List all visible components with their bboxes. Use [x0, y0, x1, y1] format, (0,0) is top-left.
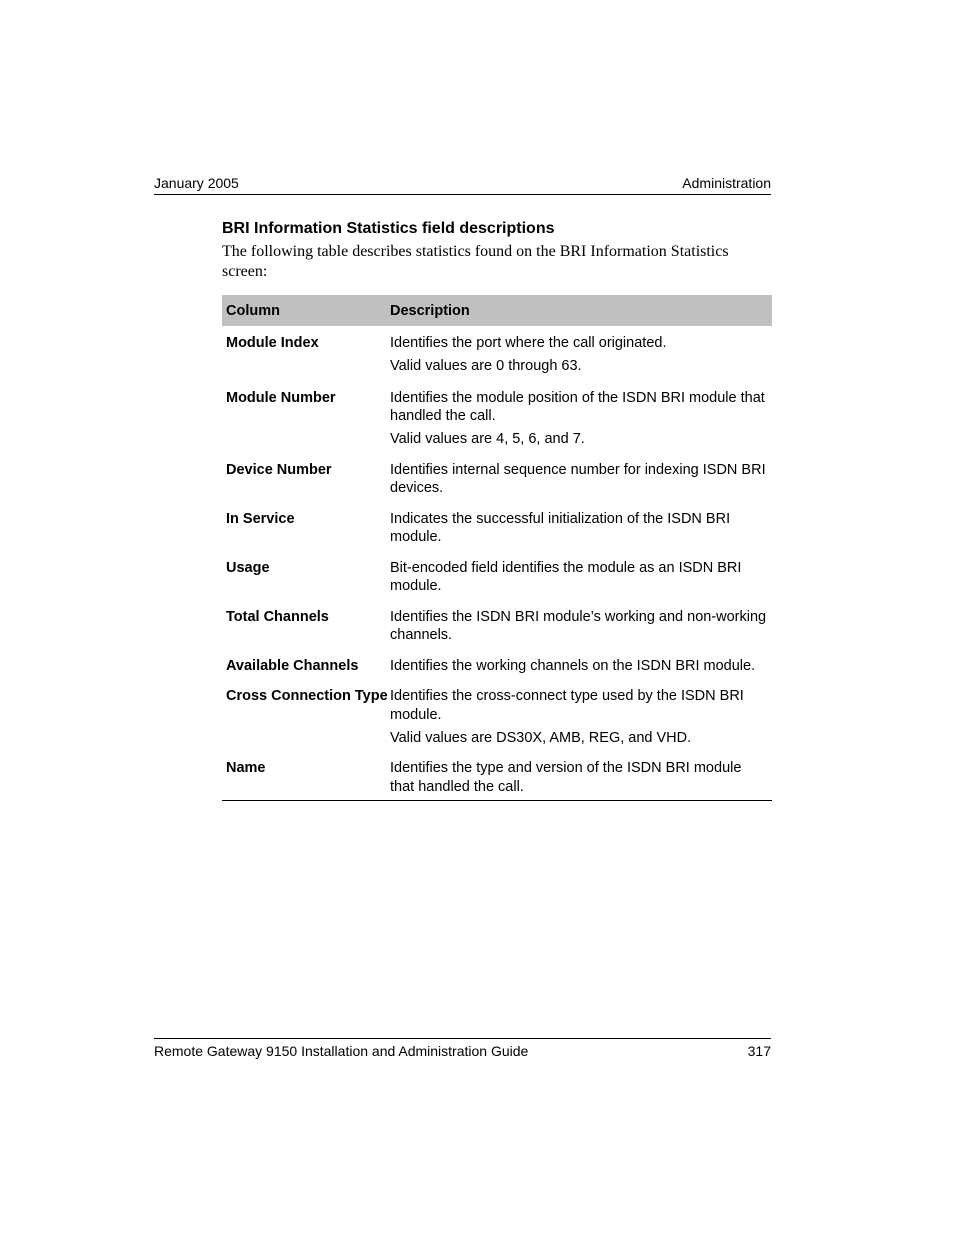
- section-title: BRI Information Statistics field descriptions: [222, 220, 555, 237]
- description-text: Identifies the cross-connect type used by the ISDN BRI module.: [390, 688, 744, 723]
- description-text: Valid values are 0 through 63.: [390, 358, 582, 374]
- description-text: Identifies the module position of the ISDN BRI module that handled the call.: [390, 389, 765, 424]
- description-text: Identifies internal sequence number for indexing ISDN BRI devices.: [390, 461, 766, 496]
- description-text: Indicates the successful initialization of the ISDN BRI module.: [390, 510, 731, 545]
- column-header-description: Description: [390, 302, 470, 319]
- table-row: [222, 510, 772, 547]
- row-description: [390, 608, 772, 645]
- table-row: [222, 759, 772, 800]
- row-field-name: Usage: [226, 559, 270, 576]
- description-text: Identifies the type and version of the ISDN BRI module that handled the call.: [390, 760, 742, 795]
- intro-paragraph: The following table describes statistics found on the BRI Information Statistics screen:: [222, 243, 729, 280]
- row-field-name: Module Index: [226, 335, 319, 351]
- page-footer: [154, 1038, 771, 1059]
- row-field-name: Module Number: [226, 389, 336, 406]
- column-header-column: Column: [226, 302, 280, 319]
- row-description: [390, 687, 772, 747]
- row-field-name: Device Number: [226, 461, 332, 478]
- table-row: [222, 657, 772, 676]
- header-date: January 2005: [154, 175, 239, 191]
- page-number: 317: [747, 1043, 771, 1059]
- row-description: [390, 461, 772, 498]
- page-header: [154, 175, 771, 195]
- description-text: Identifies the ISDN BRI module’s working and non-working channels.: [390, 608, 767, 643]
- field-descriptions-table: [222, 295, 772, 801]
- row-field-name: In Service: [226, 510, 295, 527]
- description-text: Identifies the working channels on the ISDN BRI module.: [390, 657, 756, 674]
- description-text: Valid values are DS30X, AMB, REG, and VHD.: [390, 729, 692, 746]
- table-row: [222, 334, 772, 376]
- header-section: Administration: [682, 175, 771, 191]
- table-row: [222, 461, 772, 498]
- table-row: [222, 389, 772, 449]
- table-row: [222, 687, 772, 747]
- row-description: [390, 389, 772, 449]
- description-text: Valid values are 4, 5, 6, and 7.: [390, 431, 585, 447]
- description-text: Bit-encoded field identifies the module as an ISDN BRI module.: [390, 559, 742, 594]
- row-field-name: Cross Connection Type: [226, 688, 388, 704]
- table-row: [222, 559, 772, 596]
- row-description: [390, 510, 772, 547]
- row-description: [390, 559, 772, 596]
- table-row: [222, 608, 772, 645]
- row-description: [390, 334, 772, 376]
- row-field-name: Total Channels: [226, 608, 329, 625]
- row-description: [390, 657, 772, 676]
- row-field-name: Available Channels: [226, 657, 359, 674]
- table-header: [222, 295, 772, 326]
- footer-doc-title: Remote Gateway 9150 Installation and Administration Guide: [154, 1043, 529, 1059]
- description-text: Identifies the port where the call originated.: [390, 335, 667, 351]
- row-description: [390, 759, 772, 796]
- row-field-name: Name: [226, 760, 266, 776]
